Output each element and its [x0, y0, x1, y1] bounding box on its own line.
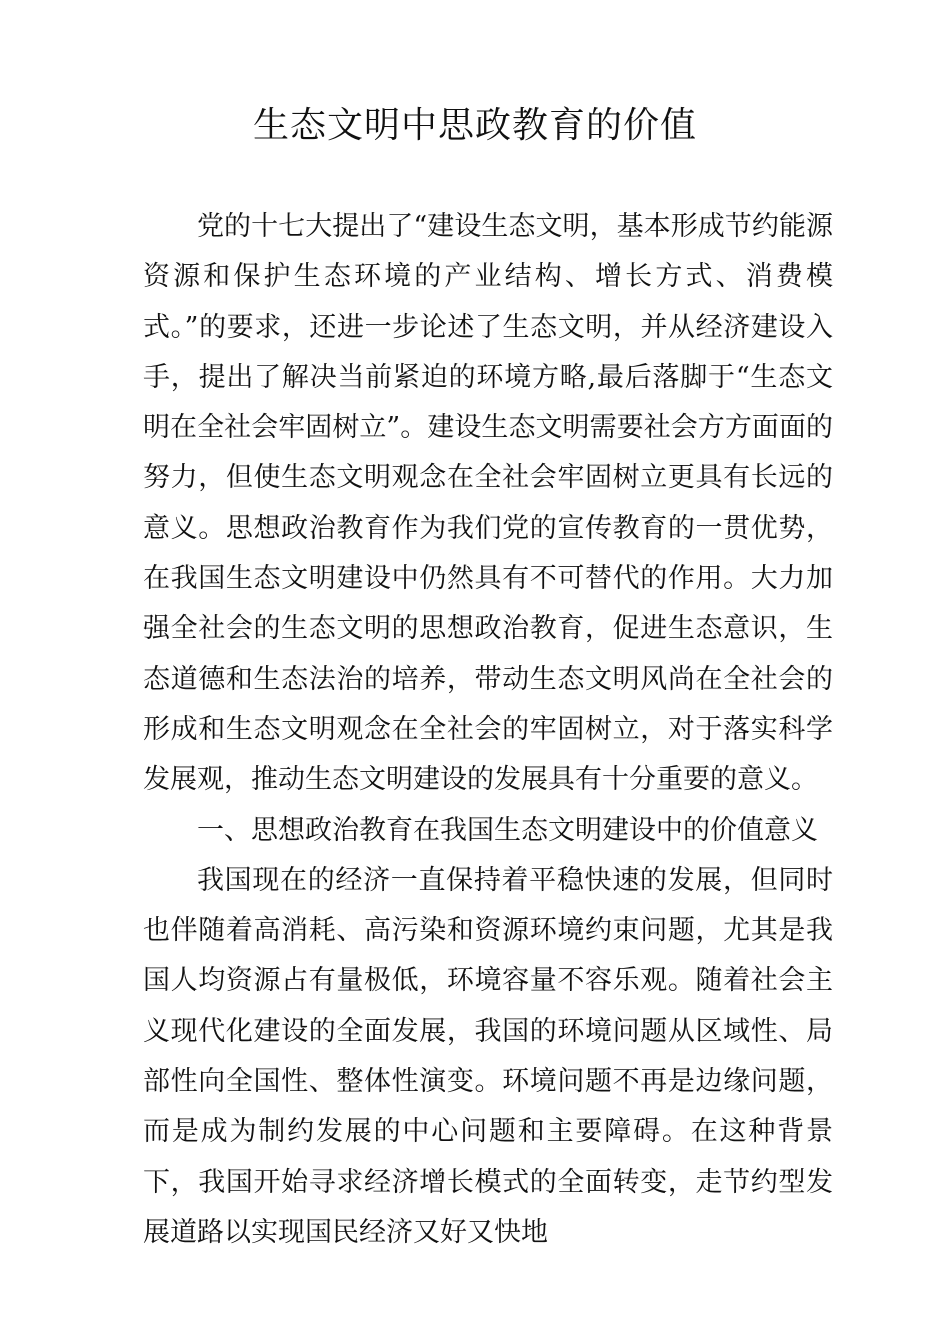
document-body — [143, 202, 833, 1258]
document-title: 生态文明中思政教育的价值 — [252, 105, 697, 146]
paragraph-intro: 党的十七大提出了“建设生态文明，基本形成节约能源资源和保护生态环境的产业结构、增长方式、消费模式。”的要求，还进一步论述了生态文明，并从经济建设入手，提出了解决当前紧迫的环境方略,最后落脚于“生态文明在全社会牢固树立”。建设生态文明需要社会方方面面的努力，但使生态文明观念在全社会牢固树立更具有长远的意义。思想政治教育作为我们党的宣传教育的一贯优势，在我国生态文明建设中仍然具有不可替代的作用。大力加强全社会的生态文明的思想政治教育，促进生态意识，生态道德和生态法治的培养，带动生态文明风尚在全社会的形成和生态文明观念在全社会的牢固树立，对于落实科学发展观，推动生态文明建设的发展具有十分重要的意义。 — [143, 211, 833, 796]
section-heading: 一、思想政治教育在我国生态文明建设中的价值意义 — [197, 814, 818, 846]
paragraph-section-1: 我国现在的经济一直保持着平稳快速的发展，但同时也伴随着高消耗、高污染和资源环境约束问题，尤其是我国人均资源占有量极低，环境容量不容乐观。随着社会主义现代化建设的全面发展，我国的环境问题从区域性、局部性向全国性、整体性演变。环境问题不再是边缘问题，而是成为制约发展的中心问题和主要障碍。在这种背景下，我国开始寻求经济增长模式的全面转变，走节约型发展道路以实现国民经济又好又快地 — [143, 864, 833, 1248]
